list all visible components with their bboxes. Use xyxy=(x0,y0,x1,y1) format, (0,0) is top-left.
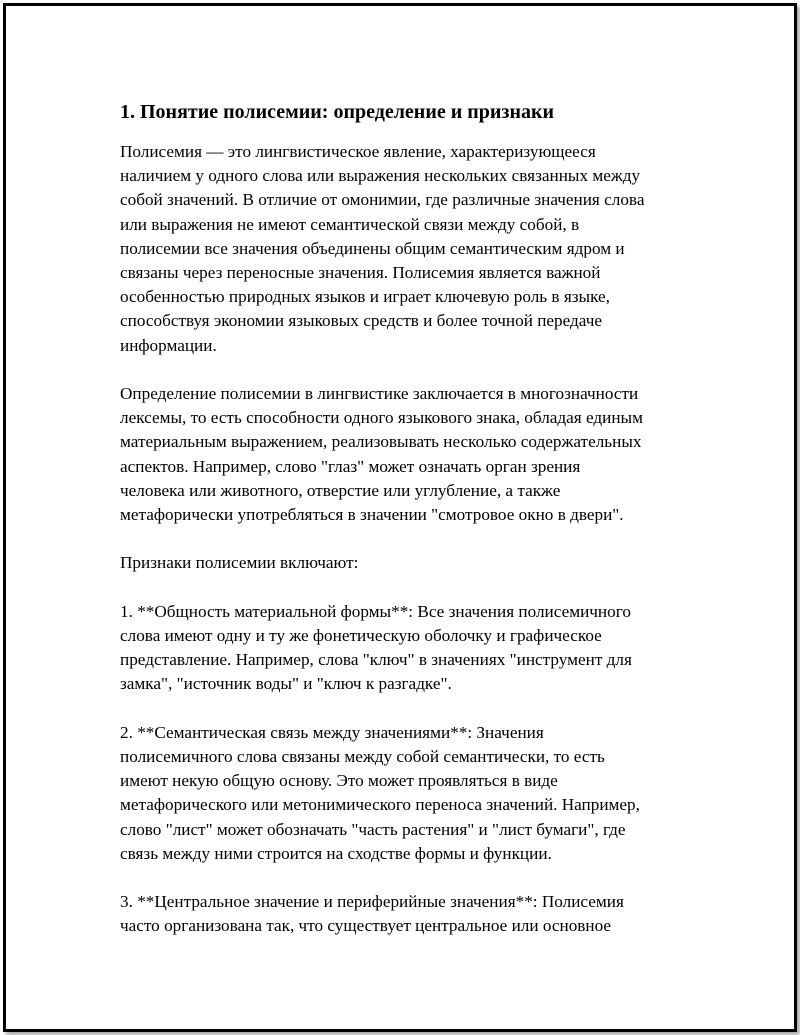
paragraph-definition: Определение полисемии в лингвистике заключается в многозначности лексемы, то есть способности одного языкового знака, обладая единым материальным выражением, реализовывать несколько содержательных аспектов. Например, слово "глаз" может означать орган зрения человека или животного, отверстие или углубление, а также метафорически употребляться в значении "смотровое окно в двери". xyxy=(120,384,643,525)
section-heading: 1. Понятие полисемии: определение и признаки xyxy=(120,101,555,123)
list-item-feature-1: 1. **Общность материальной формы**: Все значения полисемичного слова имеют одну и ту же фонетическую оболочку и графическое представление. Например, слова "ключ" в значениях "инструмент для замка", "источник воды" и "ключ к разгадке". xyxy=(120,601,632,694)
list-item-feature-2: 2. **Семантическая связь между значениями**: Значения полисемичного слова связаны между собой семантически, то есть имеют некую общую основу. Это может проявляться в виде метафорического или метонимического переноса значений. Например, слово "лист" может обозначать "часть растения" и "лист бумаги", где связь между ними строится на сходстве формы и функции. xyxy=(120,722,640,863)
document-page xyxy=(3,3,797,1032)
paragraph-intro: Полисемия — это лингвистическое явление, характеризующееся наличием у одного слова или выражения нескольких связанных между собой значений. В отличие от омонимии, где различные значения слова или выражения не имеют семантической связи между собой, в полисемии все значения объединены общим семантическим ядром и связаны через переносные значения. Полисемия является важной особенностью природных языков и играет ключевую роль в языке, способствуя экономии языковых средств и более точной передаче информации. xyxy=(120,142,645,355)
list-item-feature-3: 3. **Центральное значение и периферийные значения**: Полисемия часто организована так, что существует центральное или основное xyxy=(120,892,624,936)
paragraph-features-lead: Признаки полисемии включают: xyxy=(120,553,359,573)
document-body xyxy=(120,100,695,963)
